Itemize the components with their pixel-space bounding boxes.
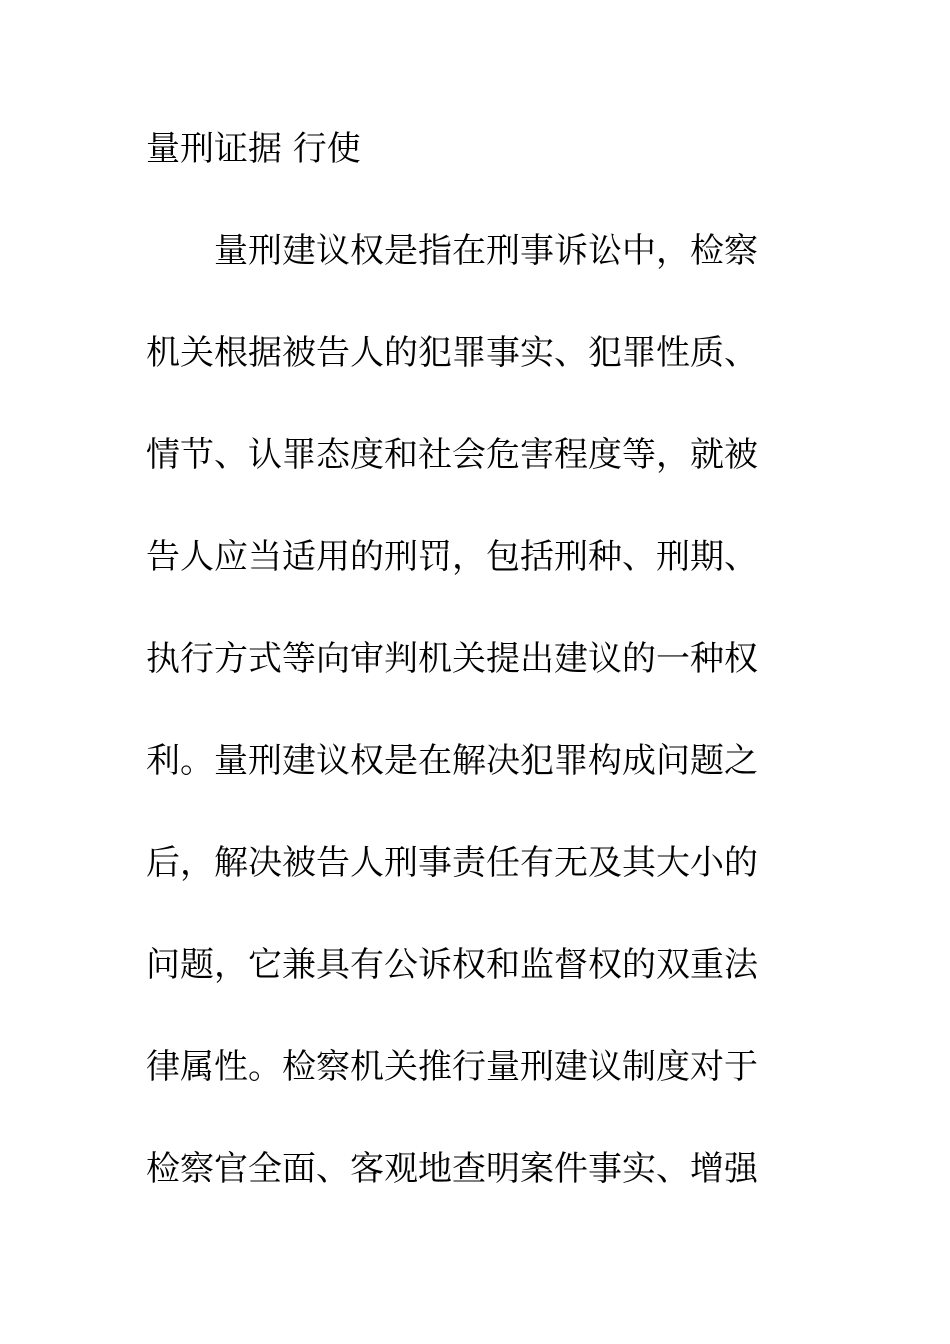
- paragraph-line-2: 机关根据被告人的犯罪事实、犯罪性质、: [146, 333, 758, 373]
- paragraph-line-3: 情节、认罪态度和社会危害程度等，就被: [146, 435, 758, 475]
- paragraph-line-9: 律属性。检察机关推行量刑建议制度对于: [146, 1047, 758, 1087]
- document-heading: 量刑证据 行使: [146, 129, 361, 169]
- paragraph-line-7: 后，解决被告人刑事责任有无及其大小的: [146, 843, 758, 883]
- paragraph-line-6: 利。量刑建议权是在解决犯罪构成问题之: [146, 741, 758, 781]
- paragraph-line-1: 量刑建议权是指在刑事诉讼中，检察: [214, 231, 758, 271]
- paragraph-line-8: 问题，它兼具有公诉权和监督权的双重法: [146, 945, 758, 985]
- paragraph-line-10: 检察官全面、客观地查明案件事实、增强: [146, 1149, 758, 1189]
- paragraph-line-4: 告人应当适用的刑罚，包括刑种、刑期、: [146, 537, 758, 577]
- document-body: [146, 127, 786, 1249]
- paragraph-line-5: 执行方式等向审判机关提出建议的一种权: [146, 639, 758, 679]
